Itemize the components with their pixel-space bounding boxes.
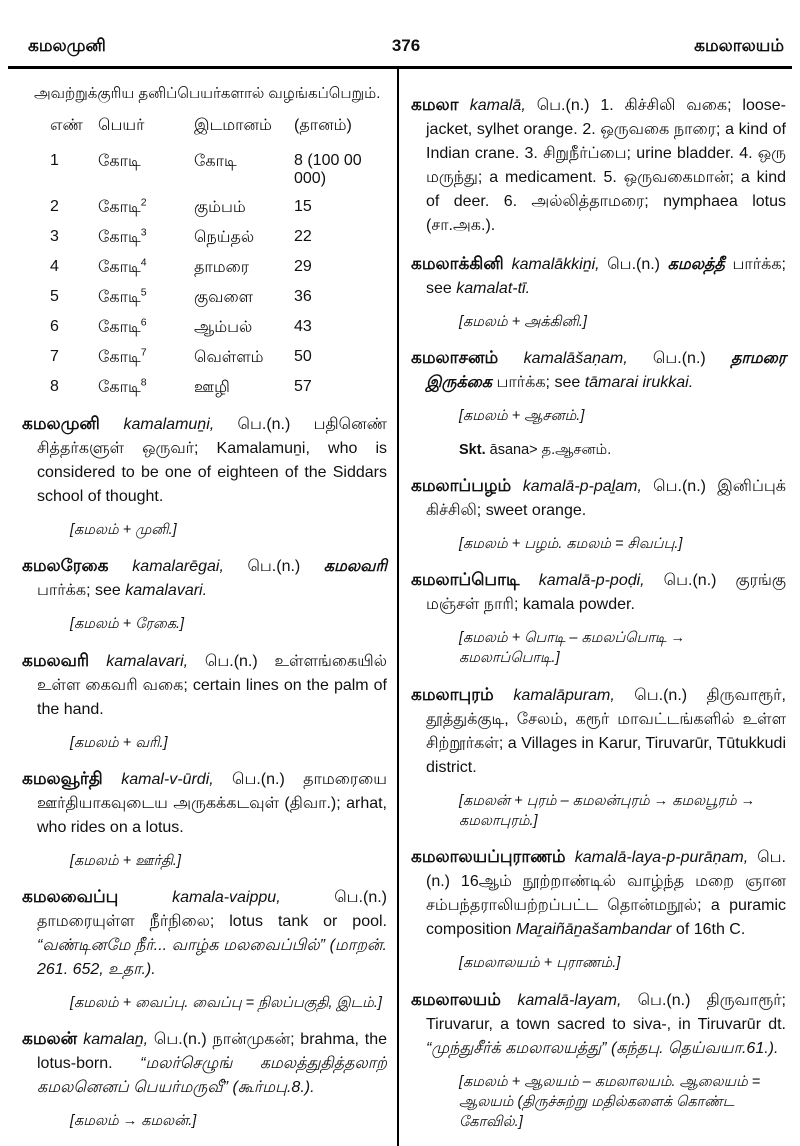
entry-text-run: kamal-v-ūrdi, (121, 770, 232, 788)
entry-text-run: kamalarēgai, (132, 558, 248, 576)
entry-text-run: kamalāšaṇam, (523, 350, 653, 368)
entry-text-run: பெ.(n.) (607, 256, 668, 273)
entry-text-run: [கமலாலயம் + புராணம்.] (459, 955, 621, 972)
etymology-note (70, 520, 387, 540)
etymology-note (70, 614, 387, 634)
dictionary-entry (411, 345, 786, 395)
entry-text-run: kamala-vaippu, (172, 889, 335, 907)
dictionary-entry (22, 648, 387, 722)
etymology-note (459, 440, 786, 460)
entry-text-run: பெ.(n.) 1. கிச்சிலி வகை; loose-jacket, sylhet orange. 2. ஒருவகை நாரை; a kind of Indian crane. 3. சிறுநீர்ப்பை; urine bladder. 4. ஒரு மருந்து; a medicament. 5. ஒருவகைமான்; a kind of deer. 6. அல்லித்தாமரை; nymphaea lotus (சா.அக.). (426, 97, 786, 234)
entry-text-run: Skt. (459, 441, 490, 458)
page-header (0, 0, 800, 64)
headword: கமலாபுரம் (411, 684, 514, 704)
entry-text-run: kamalā-laya-p-purāṇam, (574, 849, 758, 867)
number-table-body (50, 152, 387, 398)
table-cell: 3 (50, 228, 59, 245)
number-table (50, 116, 387, 398)
left-column (0, 69, 397, 1146)
entry-text-run: kamalavari. (125, 582, 208, 600)
right-column-entries (411, 92, 786, 1133)
dictionary-entry (411, 682, 786, 780)
table-cell: கோடி$^4$ (98, 256, 147, 276)
entry-text-run: [கமலம் + பழம். கமலம் = சிவப்பு.] (459, 535, 683, 552)
table-cell: கோடி$^7$ (98, 346, 147, 366)
entry-text-run: kamalā-p-poḍi, (538, 572, 664, 590)
etymology-note (459, 312, 786, 332)
entry-text-run: பெ.(n.) நான்முகன்; brahma, the lotus-born. (37, 1031, 387, 1073)
entry-text-run: kamalat-tī. (456, 280, 531, 297)
table-row (50, 318, 387, 338)
entry-text-run: Maṟaiñāṉašambandar (515, 921, 676, 939)
table-cell: கோடி$^2$ (98, 196, 147, 216)
table-cell: ஆம்பல் (194, 319, 253, 336)
etymology-note (459, 534, 786, 554)
etymology-note (70, 993, 387, 1013)
table-cell: கோடி$^3$ (98, 226, 147, 246)
header-guide-word-left: கமலமுனி (28, 36, 106, 55)
etymology-note (70, 1111, 387, 1131)
entry-text-run: kamalāpuram, (513, 686, 635, 704)
table-cell: 43 (294, 318, 312, 335)
table-cell: 2 (50, 198, 59, 215)
entry-text-run: கமலத்தீ (667, 256, 733, 273)
table-row (50, 198, 387, 218)
table-cell: தாமரை (194, 259, 250, 276)
headword: கமலரேகை (22, 556, 133, 576)
dictionary-entry (22, 884, 387, 982)
table-cell: 57 (294, 378, 312, 395)
table-cell: 8 (100 00 000) (294, 152, 362, 187)
left-column-entries (22, 411, 387, 1132)
table-row (50, 152, 387, 188)
entry-text-run: பார்க்க; see (496, 374, 585, 392)
table-row (50, 288, 387, 308)
entry-text-run: kamalā, (469, 97, 537, 114)
table-cell: 50 (294, 348, 312, 365)
headword: கமலவூர்தி (22, 768, 122, 788)
etymology-note (70, 733, 387, 753)
entry-text-run: பெ.(n.) (652, 350, 731, 368)
dictionary-entry (411, 92, 786, 238)
dictionary-entry (411, 567, 786, 617)
entry-text-run: கமலவரி (323, 558, 387, 576)
entry-text-run: பெ.(n.) பதினெண் சித்தர்களுள் ஒருவர்; Kamalamuṉi, who is considered to be one of eighteen of the Siddars school of thought. (37, 416, 387, 505)
entry-text-run: āsana> த.ஆசனம். (489, 441, 612, 458)
entry-text-run: பார்க்க; see (426, 256, 786, 297)
table-cell: கும்பம் (194, 199, 246, 216)
headword: கமலாப்பழம் (411, 475, 523, 495)
col-header-amount: (தானம்) (294, 117, 352, 134)
table-row (50, 348, 387, 368)
entry-text-run: kamalamuṉi, (123, 416, 238, 433)
entry-text-run: [கமலம் + வரி.] (70, 734, 168, 751)
entry-text-run: [கமலம் + முனி.] (70, 522, 177, 538)
entry-text-run: [கமலம் → கமலன்.] (70, 1113, 197, 1130)
etymology-note (459, 628, 786, 669)
table-cell: 5 (50, 288, 59, 305)
entry-text-run: [கமலம் + ஆலயம் – கமலாலயம். ஆலையம் = ஆலயம் (திருச்சுற்று மதில்களைக் கொண்ட கோவில்.] (459, 1073, 761, 1131)
entry-text-run: tāmarai irukkai. (584, 374, 694, 392)
col-header-num: எண் (50, 117, 83, 134)
dictionary-entry (411, 987, 786, 1061)
columns (0, 69, 800, 1146)
table-cell: குவளை (194, 289, 254, 306)
etymology-note (459, 1072, 786, 1133)
dictionary-entry (411, 251, 786, 301)
table-row (50, 228, 387, 248)
intro-text: அவற்றுக்குரிய தனிப்பெயர்களால் வழங்கப்பெறும். (34, 85, 381, 102)
entry-text-run: kamalā-layam, (517, 991, 638, 1009)
headword: கமலாசனம் (411, 348, 524, 368)
table-cell: 7 (50, 348, 59, 365)
entry-text-run: பெ.(n.) திருவாரூர், தூத்துக்குடி, சேலம், கரூர் மாவட்டங்களில் உள்ள சிற்றூர்கள்; a Villages in Karur, Tiruvarūr, Tūtukkudi district. (426, 686, 786, 776)
entry-text-run: பெ.(n.) குரங்கு மஞ்சள் நாரி; kamala powder. (426, 572, 787, 614)
entry-text-run: kamalavari, (106, 652, 205, 670)
dictionary-entry (411, 844, 786, 942)
headword: கமலன் (22, 1029, 84, 1049)
dictionary-entry (22, 411, 387, 509)
headword: கமலாலயப்புராணம் (411, 847, 575, 867)
entry-text-run: [கமலம் + ரேகை.] (70, 616, 185, 633)
entry-text-run: “மலர்செழுங் கமலத்துதித்தலாற் கமலனெனப் பெயர்மருவீ” (கூர்மபு.8.). (37, 1055, 387, 1097)
dictionary-entry (22, 553, 387, 603)
header-guide-word-right: கமலாலயம் (694, 36, 784, 55)
etymology-note (459, 953, 786, 973)
entry-text-run: பார்க்க; see (37, 582, 126, 600)
entry-text-run: [கமலன் + புரம் – கமலன்புரம் → கமலபூரம் → கமலாபுரம்.] (459, 792, 756, 830)
table-cell: 8 (50, 378, 59, 395)
entry-text-run: “முந்துசீர்க் கமலாலயத்து” (கந்தபு. தெய்வயா.61.). (426, 1039, 779, 1057)
etymology-note (70, 851, 387, 871)
entry-text-run: பெ.(n.) இனிப்புக் கிச்சிலி; sweet orange. (426, 477, 786, 519)
etymology-note (459, 406, 786, 426)
dictionary-entry (22, 766, 387, 840)
entry-text-run: பெ.(n.) உள்ளங்கையில் உள்ள கைவரி வகை; certain lines on the palm of the hand. (37, 652, 387, 718)
entry-text-run: [கமலம் + ஆசனம்.] (459, 408, 585, 425)
headword: கமலவரி (22, 650, 107, 670)
table-cell: 15 (294, 198, 312, 215)
table-cell: கோடி$^5$ (98, 286, 147, 306)
col-header-place: இடமானம் (194, 117, 272, 134)
table-cell: கோடி (98, 153, 141, 170)
entry-text-run: [கமலம் + ஊர்தி.] (70, 852, 181, 869)
entry-text-run: பெ.(n.) திருவாரூர்; Tiruvarur, a town sacred to siva-, in Tiruvarūr dt. (426, 991, 786, 1033)
table-cell: 36 (294, 288, 312, 305)
entry-text-run: பெ.(n.) தாமரையுள்ள நீர்நிலை; lotus tank or pool. (37, 889, 387, 931)
entry-text-run: [கமலம் + வைப்பு. வைப்பு = நிலப்பகுதி, இடம்.] (70, 995, 382, 1012)
headword: கமலாக்கினி (411, 254, 512, 273)
headword: கமலா (411, 95, 470, 114)
table-cell: வெள்ளம் (194, 349, 264, 366)
entry-text-run: [கமலம் + அக்கினி.] (459, 314, 587, 330)
entry-text-run: kamalākkiṉi, (511, 256, 608, 273)
entry-text-run: kamalā-p-paḻam, (522, 477, 654, 495)
page-number: 376 (391, 36, 421, 55)
headword: கமலமுனி (22, 414, 124, 433)
table-cell: 22 (294, 228, 312, 245)
table-cell: கோடி$^8$ (98, 376, 147, 396)
table-row (50, 258, 387, 278)
entry-text-run: பெ.(n.) (247, 558, 324, 576)
table-cell: 6 (50, 318, 59, 335)
table-cell: கோடி$^6$ (98, 316, 147, 336)
table-cell: 4 (50, 258, 59, 275)
col-header-name: பெயர் (98, 117, 145, 134)
table-cell: கோடி (194, 153, 237, 170)
etymology-note (459, 791, 786, 832)
headword: கமலாலயம் (411, 989, 518, 1009)
headword: கமலவைப்பு (22, 887, 173, 907)
table-cell: நெய்தல் (194, 229, 255, 246)
table-cell: 29 (294, 258, 312, 275)
table-row (50, 378, 387, 398)
table-cell: 1 (50, 152, 59, 169)
headword: கமலாப்பொடி (411, 570, 539, 590)
table-cell: ஊழி (194, 379, 230, 396)
number-table-header (50, 116, 387, 136)
dictionary-entry (22, 1026, 387, 1100)
entry-text-run: “வண்டினமே நீர்... வாழ்க மலவைப்பில்” (மாறன். 261. 652, உதா.). (37, 937, 387, 979)
entry-text-run: of 16th C. (675, 921, 746, 939)
right-column (397, 69, 800, 1146)
entry-text-run: பெ.(n.) தாமரையை ஊர்தியாகவுடைய அருகக்கடவுள் (திவா.); arhat, who rides on a lotus. (37, 770, 388, 836)
entry-text-run: பெ.(n.) 16ஆம் நூற்றாண்டில் வாழ்ந்த மறை ஞான சம்பந்தராலியற்றப்பட்ட தொன்மநூல்; a puramic composition (426, 849, 786, 939)
entry-text-run: [கமலம் + பொடி – கமலப்பொடி → கமலாப்பொடி.] (459, 630, 686, 667)
entry-text-run: தாமரை இருக்கை (426, 350, 786, 392)
entry-text-run: kamalaṉ, (83, 1031, 154, 1049)
dictionary-entry (411, 473, 786, 523)
